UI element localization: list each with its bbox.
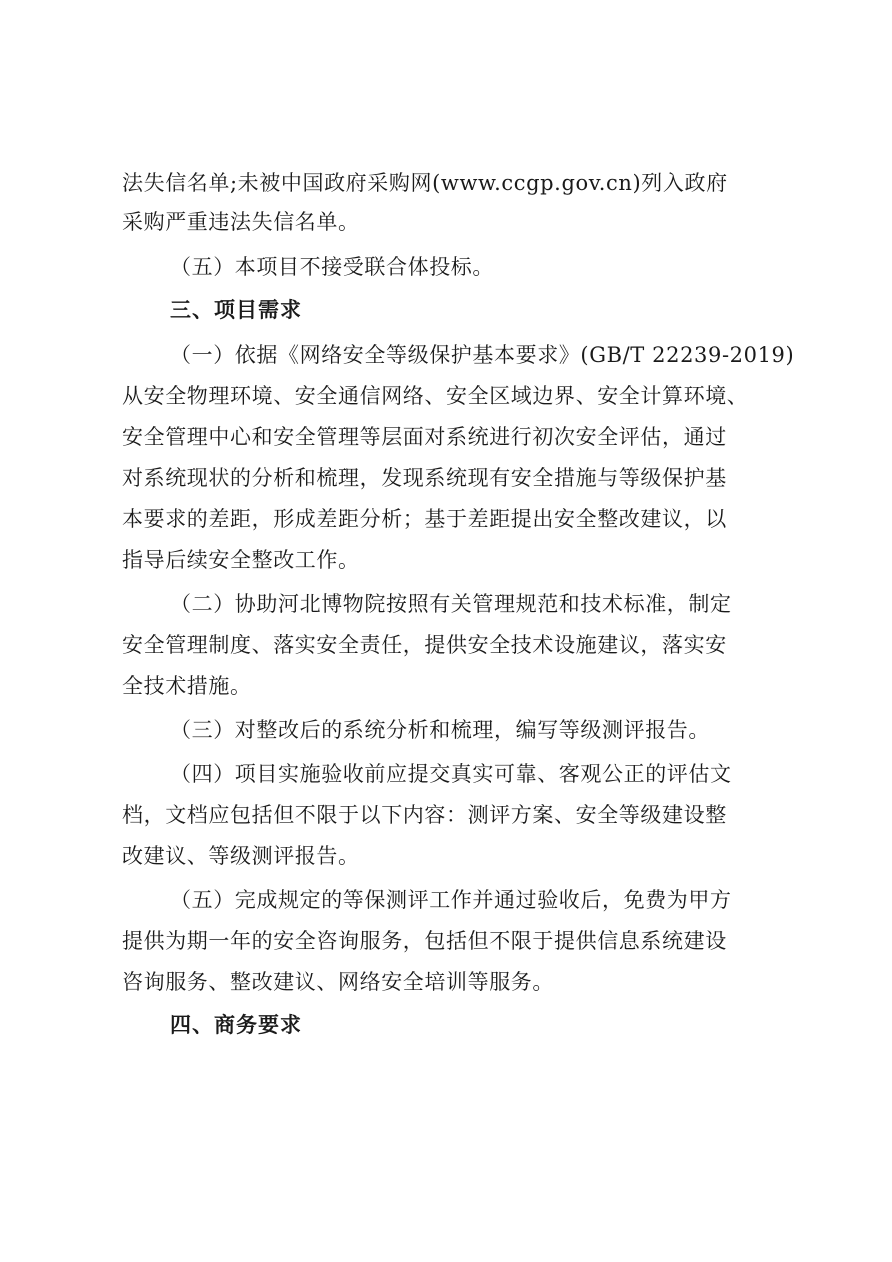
text-line: （一）依据《网络安全等级保护基本要求》(GB/T 22239-2019): [170, 343, 795, 367]
text-line: 法失信名单;未被中国政府采购网(www.ccgp.gov.cn)列入政府: [122, 171, 728, 195]
text-line: （三）对整改后的系统分析和梳理，编写等级测评报告。: [170, 718, 710, 742]
text-line: （五）完成规定的等保测评工作并通过验收后，免费为甲方: [170, 888, 732, 912]
text-line: 从安全物理环境、安全通信网络、安全区域边界、安全计算环境、: [122, 384, 749, 408]
section-heading-requirements: 三、项目需求: [170, 298, 302, 322]
text-line: （五）本项目不接受联合体投标。: [170, 255, 494, 279]
text-line: （二）协助河北博物院按照有关管理规范和技术标准，制定: [170, 592, 732, 616]
text-line: 安全管理中心和安全管理等层面对系统进行初次安全评估，通过: [122, 425, 727, 449]
section-heading-business: 四、商务要求: [170, 1013, 302, 1037]
text-line: 档，文档应包括但不限于以下内容：测评方案、安全等级建设整: [122, 803, 727, 827]
text-line: 改建议、等级测评报告。: [122, 844, 360, 868]
text-line: 指导后续安全整改工作。: [122, 548, 360, 572]
text-line: 咨询服务、整改建议、网络安全培训等服务。: [122, 970, 554, 994]
text-line: 采购严重违法失信名单。: [122, 210, 360, 234]
text-line: 提供为期一年的安全咨询服务，包括但不限于提供信息系统建设: [122, 929, 727, 953]
text-line: 安全管理制度、落实安全责任，提供安全技术设施建议，落实安: [122, 633, 727, 657]
text-line: 全技术措施。: [122, 674, 252, 698]
text-line: （四）项目实施验收前应提交真实可靠、客观公正的评估文: [170, 762, 732, 786]
text-line: 对系统现状的分析和梳理，发现系统现有安全措施与等级保护基: [122, 466, 727, 490]
text-line: 本要求的差距，形成差距分析；基于差距提出安全整改建议，以: [122, 507, 727, 531]
